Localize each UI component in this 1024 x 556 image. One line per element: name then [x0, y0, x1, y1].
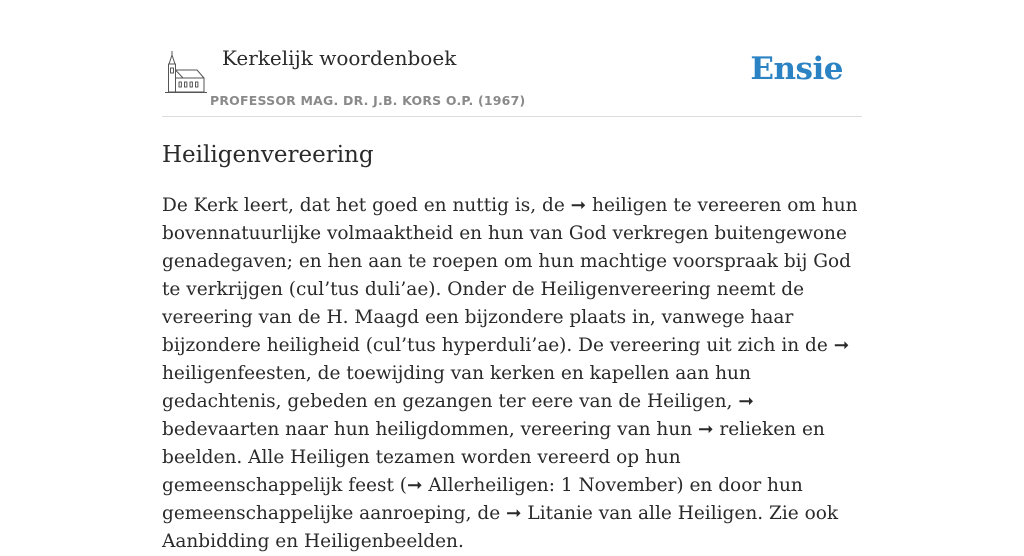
body-text: , de toewijding van kerken en kapellen aan hun gedachtenis, gebeden en gezangen ter eere van de Heiligen, [162, 363, 751, 412]
book-header [162, 0, 862, 117]
entry-body [162, 192, 862, 556]
cross-reference-link[interactable]: ➞ heiligenfeesten [162, 335, 850, 384]
cross-reference-link[interactable]: ➞ Allerheiligen [407, 475, 549, 496]
body-text: en beelden. Alle Heiligen tezamen worden vereerd op hun gemeenschappelijk feest ( [162, 419, 825, 496]
body-text: : 1 November) en door hun gemeenschappelijke aanroeping, de [162, 475, 803, 524]
book-title[interactable]: Kerkelijk woordenboek [222, 46, 457, 70]
body-text: te vereeren om hun bovennatuurlijke volmaaktheid en hun van God verkregen buitengewone genadegaven; en hen aan te roepen om hun machtige voorspraak bij God te verkrijgen (cul’tus duli’ae). Onder de Heiligenvereering neemt de vereering van de H. Maagd een bijzondere plaats in, vanwege haar bijzondere heiligheid (cul’tus hyperduli’ae). De vereering uit zich in de [162, 195, 858, 356]
church-icon [165, 50, 207, 94]
body-text: . Zie ook Aanbidding en Heiligenbeelden. [162, 503, 839, 552]
cross-reference-link[interactable]: ➞ heiligen [570, 195, 668, 216]
book-author: PROFESSOR MAG. DR. J.B. KORS O.P. (1967) [210, 93, 526, 108]
page [162, 0, 862, 552]
entry-title: Heiligenvereering [162, 142, 374, 168]
cross-reference-link[interactable]: ➞ relieken [698, 419, 797, 440]
cross-reference-link[interactable]: ➞ Litanie van alle Heiligen [506, 503, 758, 524]
brand-logo-link[interactable]: Ensie [750, 51, 843, 87]
body-text: De Kerk leert, dat het goed en nuttig is, de [162, 195, 571, 216]
cross-reference-link[interactable]: ➞ bedevaarten [162, 391, 754, 440]
body-text: naar hun heiligdommen, vereering van hun [279, 419, 699, 440]
